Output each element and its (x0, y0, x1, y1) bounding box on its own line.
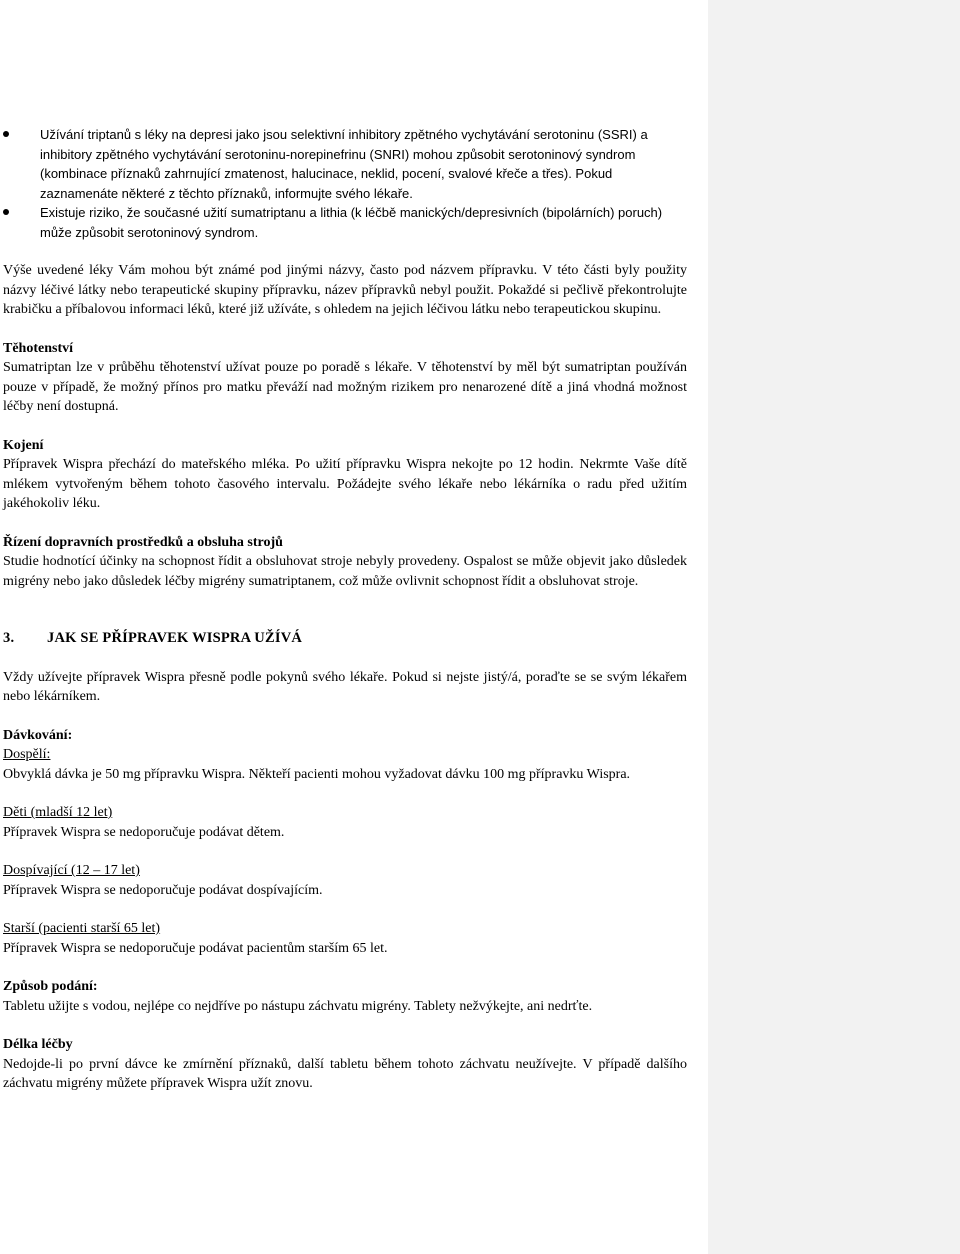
bullet-item (40, 203, 687, 242)
adolescents-label: Dospívající (12 – 17 let) (3, 863, 140, 878)
adults-paragraph: Obvyklá dávka je 50 mg přípravku Wispra. Někteří pacienti mohou vyžadovat dávku 100 mg přípravku Wispra. (3, 766, 631, 782)
section-3-title (3, 629, 687, 649)
driving-heading: Řízení dopravních prostředků a obsluha strojů (3, 534, 283, 550)
bullet-text: Existuje riziko, že současné užití sumatriptanu a lithia (k léčbě manických/depresivních (bipolárních) poruch) může způsobit serotoninový syndrom. (40, 205, 663, 240)
interaction-bullet-list (3, 125, 687, 242)
bullet-dot-icon (3, 131, 9, 137)
document-content (3, 125, 687, 1094)
children-paragraph: Přípravek Wispra se nedoporučuje podávat dětem. (3, 824, 285, 840)
driving-paragraph: Studie hodnotící účinky na schopnost řídit a obsluhovat stroje nebyly provedeny. Ospalost se může objevit jako důsledek migrény nebo jako důsledek léčby migrény sumatriptanem, což může ovlivnit schopnost řídit a obsluhovat stroje. (3, 554, 687, 589)
usage-intro-paragraph: Vždy užívejte přípravek Wispra přesně podle pokynů svého lékaře. Pokud si nejste jistý/á, poraďte se se svým lékařem nebo lékárníkem. (3, 669, 687, 704)
pregnancy-paragraph: Sumatriptan lze v průběhu těhotenství užívat pouze po poradě s lékaře. V těhotenství by měl být sumatriptan používán pouze v případě, že možný přínos pro matku převáží nad možným rizikem pro nenarozené dítě a jiná vhodná možnost léčby není dostupná. (3, 360, 687, 414)
names-note-paragraph: Výše uvedené léky Vám mohou být známé pod jinými názvy, často pod názvem přípravku. V této části byly použity názvy léčivé látky nebo terapeutické skupiny přípravku, název přípravků nebyl použit. Pokaždé si pečlivě překontrolujte krabičku a příbalovou informaci léků, které již užíváte, s ohledem na jejich léčivou látku nebo terapeutickou skupinu. (3, 263, 687, 317)
comment-margin-panel (708, 0, 960, 1254)
section-title-text: JAK SE PŘÍPRAVEK WISPRA UŽÍVÁ (47, 630, 303, 646)
administration-heading: Způsob podání: (3, 979, 98, 994)
elderly-label: Starší (pacienti starší 65 let) (3, 921, 161, 936)
section-number: 3. (3, 630, 15, 646)
adults-label: Dospělí: (3, 747, 51, 762)
children-label: Děti (mladší 12 let) (3, 805, 113, 820)
duration-paragraph: Nedojde-li po první dávce ke zmírnění příznaků, další tabletu během tohoto záchvatu neužívejte. V případě dalšího záchvatu migrény můžete přípravek Wispra užít znovu. (3, 1056, 687, 1091)
pregnancy-heading: Těhotenství (3, 340, 73, 356)
elderly-paragraph: Přípravek Wispra se nedoporučuje podávat pacientům starším 65 let. (3, 940, 388, 956)
administration-paragraph: Tabletu užijte s vodou, nejlépe co nejdříve po nástupu záchvatu migrény. Tablety nežvýkejte, ani nedrťte. (3, 998, 593, 1014)
bullet-dot-icon (3, 209, 9, 215)
breastfeeding-heading: Kojení (3, 437, 44, 453)
dosage-heading: Dávkování: (3, 727, 73, 743)
bullet-text: Užívání triptanů s léky na depresi jako jsou selektivní inhibitory zpětného vychytávání serotoninu (SSRI) a inhibitory zpětného vychytávání serotoninu-norepinefrinu (SNRI) mohou způsobit serotoninový syndrom (kombinace příznaků zahrnující zmatenost, halucinace, neklid, pocení, svalové křeče a třes). Pokud zaznamenáte některé z těchto příznaků, informujte svého lékaře. (40, 127, 648, 201)
breastfeeding-paragraph: Přípravek Wispra přechází do mateřského mléka. Po užití přípravku Wispra nekojte po 12 hodin. Nekrmte Vaše dítě mlékem vytvořeným během tohoto časového intervalu. Požádejte svého lékaře nebo lékárníka o radu před užitím jakéhokoliv léku. (3, 457, 687, 511)
adolescents-paragraph: Přípravek Wispra se nedoporučuje podávat dospívajícím. (3, 882, 323, 898)
duration-heading: Délka léčby (3, 1037, 73, 1052)
bullet-item (40, 125, 687, 203)
